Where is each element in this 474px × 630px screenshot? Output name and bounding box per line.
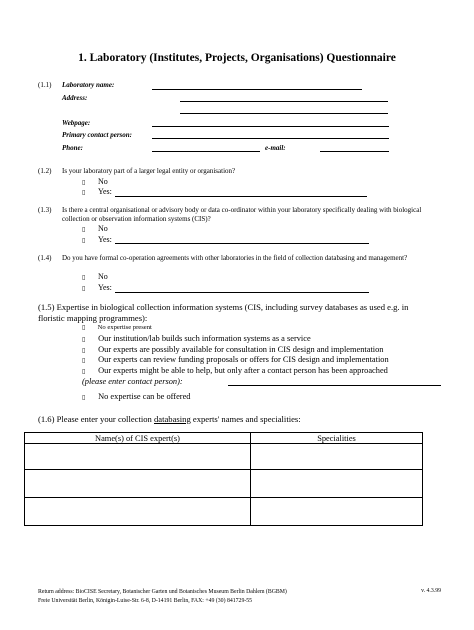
- phone-field[interactable]: [152, 151, 260, 152]
- question-1-2: Is your laboratory part of a larger legal entity or organisation?: [62, 167, 236, 175]
- address-field-2[interactable]: [180, 113, 388, 114]
- checkbox-icon[interactable]: ▯: [82, 190, 86, 196]
- option-yes-1-3[interactable]: [82, 235, 112, 244]
- option-no-1-4[interactable]: [82, 272, 108, 281]
- table-row: [25, 470, 423, 498]
- webpage-label: Webpage:: [62, 119, 91, 127]
- option-label: Yes:: [98, 283, 112, 292]
- expert-name-cell[interactable]: [25, 498, 251, 526]
- heading-text: (1.6) Please enter your collection: [38, 414, 154, 424]
- option-label: Yes:: [98, 187, 112, 196]
- option-label: No: [98, 224, 108, 233]
- option-label: Our experts can review funding proposals or offers for CIS design and implementation: [98, 355, 389, 364]
- question-1-3: Is there a central organisational or advisory body or data co-ordinator within your laboratory specifically dealing with biological collection or observation information systems (CIS)?: [62, 206, 422, 223]
- column-header-experts: Name(s) of CIS expert(s): [25, 433, 251, 444]
- expertise-option-review[interactable]: [82, 355, 389, 366]
- option-yes-1-2[interactable]: [82, 187, 112, 196]
- yes-detail-field-1-3[interactable]: [115, 243, 369, 244]
- footer-line-2: Freie Universität Berlin, Königin-Luise-Str. 6-8, D-14191 Berlin, FAX: +49 (30) 841729-55: [38, 598, 253, 604]
- contact-person-label: Primary contact person:: [62, 131, 132, 139]
- expertise-option-contact[interactable]: [82, 366, 389, 377]
- option-label: No expertise can be offered: [98, 392, 191, 401]
- option-label: No expertise present: [97, 324, 152, 331]
- option-yes-1-4[interactable]: [82, 283, 112, 292]
- version-label: v. 4.3.99: [421, 588, 441, 594]
- option-label: Our institution/lab builds such information systems as a service: [98, 334, 311, 343]
- expertise-contact-field[interactable]: [228, 385, 441, 386]
- lab-name-label: Laboratory name:: [62, 81, 115, 89]
- checkbox-icon[interactable]: ▯: [82, 238, 86, 244]
- yes-detail-field-1-2[interactable]: [115, 196, 367, 197]
- checkbox-icon[interactable]: ▯: [82, 275, 86, 281]
- contact-person-prompt: (please enter contact person):: [82, 377, 183, 386]
- footer-line-1: Return address: BioCISE Secretary, Botanischer Garten und Botanisches Museum Berlin Dahlem (BGBM): [38, 589, 287, 595]
- question-1-4: Do you have formal co-operation agreements with other laboratories in the field of collection databasing and management?: [62, 254, 408, 262]
- option-label: No: [98, 272, 108, 281]
- checkbox-icon[interactable]: ▯: [82, 368, 86, 375]
- checkbox-icon[interactable]: ▯: [82, 395, 86, 401]
- section-number-1-2: (1.2): [38, 167, 52, 175]
- expertise-options: [82, 324, 389, 376]
- checkbox-icon[interactable]: ▯: [82, 347, 86, 354]
- option-no-1-2[interactable]: [82, 177, 108, 186]
- table-header-row: [25, 433, 423, 444]
- expert-name-cell[interactable]: [25, 470, 251, 498]
- page-title: 1. Laboratory (Institutes, Projects, Organisations) Questionnaire: [78, 52, 396, 64]
- heading-underlined: databasing: [153, 414, 191, 424]
- contact-person-field[interactable]: [152, 138, 389, 139]
- section-number-1-4: (1.4): [38, 254, 52, 262]
- checkbox-icon[interactable]: ▯: [82, 180, 86, 186]
- checkbox-icon[interactable]: ▯: [82, 337, 86, 343]
- option-label: Yes:: [98, 235, 112, 244]
- table-row: [25, 444, 423, 470]
- option-label: Our experts might be able to help, but only after a contact person has been approached: [98, 365, 388, 375]
- section-number-1-3: (1.3): [38, 206, 52, 214]
- webpage-field[interactable]: [152, 126, 389, 127]
- expertise-option-builds[interactable]: [82, 334, 389, 345]
- yes-detail-field-1-4[interactable]: [115, 292, 369, 293]
- lab-name-field[interactable]: [152, 89, 362, 90]
- expertise-option-consultation[interactable]: [82, 345, 389, 356]
- section-number-1-1: (1.1): [38, 81, 52, 89]
- section-heading-1-6: [38, 414, 301, 424]
- speciality-cell[interactable]: [251, 498, 423, 526]
- email-field[interactable]: [320, 151, 389, 152]
- expertise-option-none[interactable]: [82, 324, 389, 334]
- email-label: e-mail:: [265, 144, 286, 152]
- expert-name-cell[interactable]: [25, 444, 251, 470]
- heading-text: experts' names and specialities:: [190, 414, 301, 424]
- phone-label: Phone:: [62, 144, 83, 152]
- option-no-1-3[interactable]: [82, 224, 108, 233]
- section-heading-1-5: (1.5) Expertise in biological collection information systems (CIS, including survey databases as used e.g. in floristic mapping programmes):: [38, 302, 409, 323]
- option-label: No: [98, 177, 108, 186]
- speciality-cell[interactable]: [251, 470, 423, 498]
- footer-address: [38, 588, 287, 606]
- table-row: [25, 498, 423, 526]
- address-label: Address:: [62, 94, 88, 102]
- checkbox-icon[interactable]: ▯: [82, 358, 86, 364]
- cis-experts-table: [24, 432, 423, 526]
- speciality-cell[interactable]: [251, 444, 423, 470]
- column-header-specialities: Specialities: [251, 433, 423, 444]
- checkbox-icon[interactable]: ▯: [82, 286, 86, 292]
- option-label: Our experts are possibly available for consultation in CIS design and implementation: [98, 344, 384, 354]
- checkbox-icon[interactable]: ▯: [82, 325, 86, 331]
- address-field-1[interactable]: [180, 101, 388, 102]
- expertise-option-not-offered[interactable]: [82, 392, 190, 401]
- checkbox-icon[interactable]: ▯: [82, 227, 86, 233]
